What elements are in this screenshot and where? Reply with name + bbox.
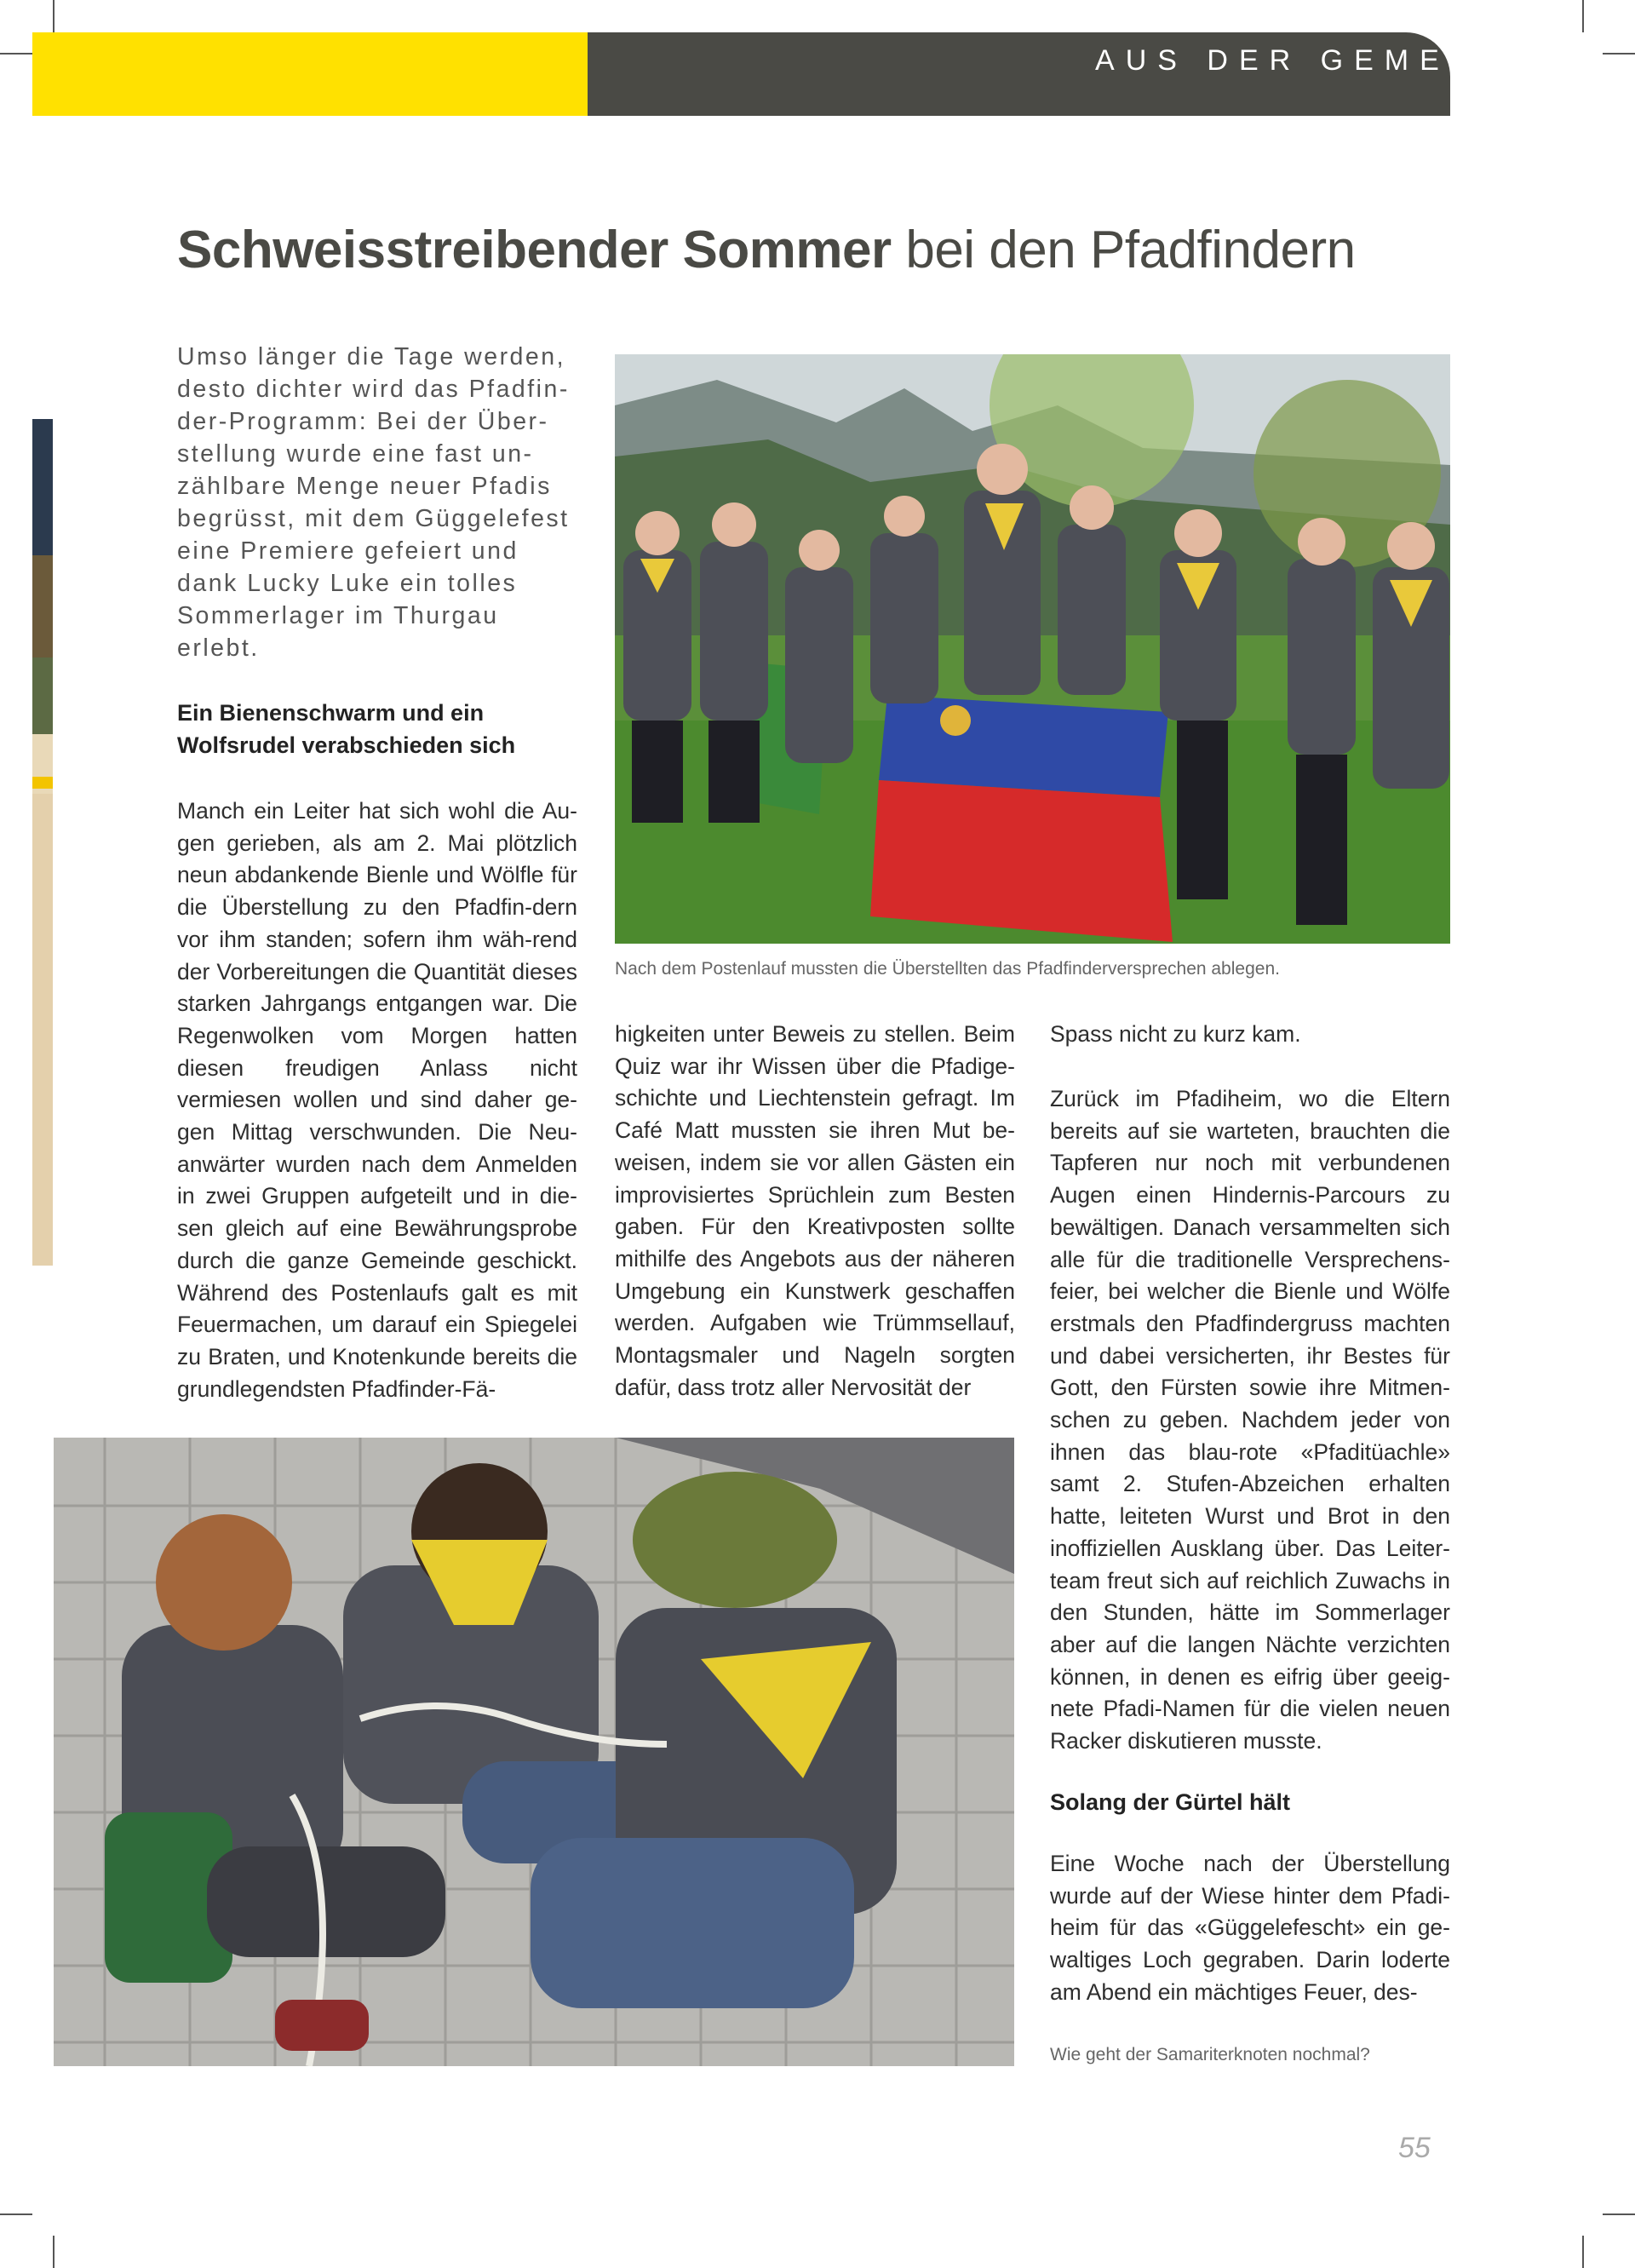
photo-caption-1: Nach dem Postenlauf mussten die Überstellten das Pfadfinderversprechen ablegen. [615, 959, 1280, 979]
body-column-2: higkeiten unter Beweis zu stellen. Beim Quiz war ihr Wissen über die Pfadige-schichte und Liechtenstein gefragt. Im Café Matt mussten sie ihren Mut be-weisen, indem sie vor allen Gästen ein improvisiertes Sprüchlein zum Besten gaben. Für den Kreativposten sollte mithilfe des Angebots aus der näheren Umgebung ein Kunstwerk geschaffen werden. Aufgaben wie Trümmsellauf, Montagsmaler und Nageln sorgten dafür, dass trotz aller Nervosität der [615, 1021, 1015, 1400]
crop-mark [0, 2213, 32, 2215]
section-heading-2: Solang der Gürtel hält [1050, 1789, 1291, 1815]
header-accent-bar [32, 32, 588, 116]
body-column-3c: Eine Woche nach der Überstellung wurde auf der Wiese hinter dem Pfadi-heim für das «Güggelefescht» ein ge-waltiges Loch gegraben. Darin loderte am Abend ein mächtiges Feuer, des- [1050, 1851, 1450, 2005]
article-title-bold: Schweisstreibender Sommer [177, 221, 892, 279]
article-title [177, 220, 1356, 280]
body-column-3b: Zurück im Pfadiheim, wo die Eltern bereits auf sie warteten, brauchten die Tapferen nur noch mit verbundenen Augen einen Hindernis-Parcours zu bewältigen. Danach versammelten sich alle für die traditionelle Versprechens-feier, bei welcher die Bienle und Wölfe erstmals den Pfadfindergruss machten und dabei versicherten, ihr Bestes für Gott, den Fürsten sowie ihre Mitmen-schen zu geben. Nachdem jeder von ihnen das blau-rote «Pfaditüachle» samt 2. Stufen-Abzeichen erhalten hatte, leiteten Wurst und Brot in den inoffiziellen Ausklang über. Das Leiter-team freut sich auf reichlich Zuwachs in den Stunden, hätte im Sommerlager aber auf die langen Nächte verzichten können, in denen es eifrig über geeig-nete Pfadi-Namen für die vielen neuen Racker diskutieren musste. [1050, 1086, 1450, 1754]
article-title-rest: bei den Pfadfindern [891, 221, 1356, 279]
edge-photo-strip [32, 419, 53, 1266]
crop-mark [53, 0, 54, 32]
crop-mark [1603, 53, 1635, 55]
article-lead: Umso länger die Tage werden, desto dichter wird das Pfadfin-der-Programm: Bei der Über-stellung wurde eine fast un-zählbare Menge neuer Pfadis begrüsst, mit dem Güggelefest eine Premiere gefeiert und dank Lucky Luke ein tolles Sommerlager im Thurgau erlebt. [177, 343, 570, 662]
crop-mark [53, 2236, 54, 2268]
crop-mark [0, 53, 32, 55]
page-number: 55 [1398, 2132, 1431, 2164]
crop-mark [1582, 2236, 1584, 2268]
photo-flag-ceremony [615, 354, 1450, 944]
body-column-3a: Spass nicht zu kurz kam. [1050, 1021, 1301, 1047]
section-title: AUS DER GEMEINDE [1095, 44, 1563, 77]
photo-knot-tying [54, 1438, 1014, 2066]
body-column-1: Manch ein Leiter hat sich wohl die Au-gen gerieben, als am 2. Mai plötzlich neun abdankende Bienle und Wölfle für die Überstellung zu den Pfadfin-dern vor ihm standen; sofern ihm wäh-rend der Vorbereitungen die Quantität dieses starken Jahrgangs entgangen war. Die Regenwolken vom Morgen hatten diesen freudigen Anlass nicht vermiesen wollen und sind daher ge-gen Mittag verschwunden. Die Neu-anwärter wurden nach dem Anmelden in zwei Gruppen aufgeteilt und in die-sen gleich auf eine Bewährungsprobe durch die ganze Gemeinde geschickt. Während des Postenlaufs galt es mit Feuermachen, um darauf ein Spiegelei zu Braten, und Knotenkunde bereits die grundlegendsten Pfadfinder-Fä- [177, 798, 577, 1402]
crop-mark [1582, 0, 1584, 32]
section-heading-1: Ein Bienenschwarm und ein Wolfsrudel verabschieden sich [177, 700, 516, 758]
photo-caption-2: Wie geht der Samariterknoten nochmal? [1050, 2045, 1370, 2064]
crop-mark [1603, 2213, 1635, 2215]
